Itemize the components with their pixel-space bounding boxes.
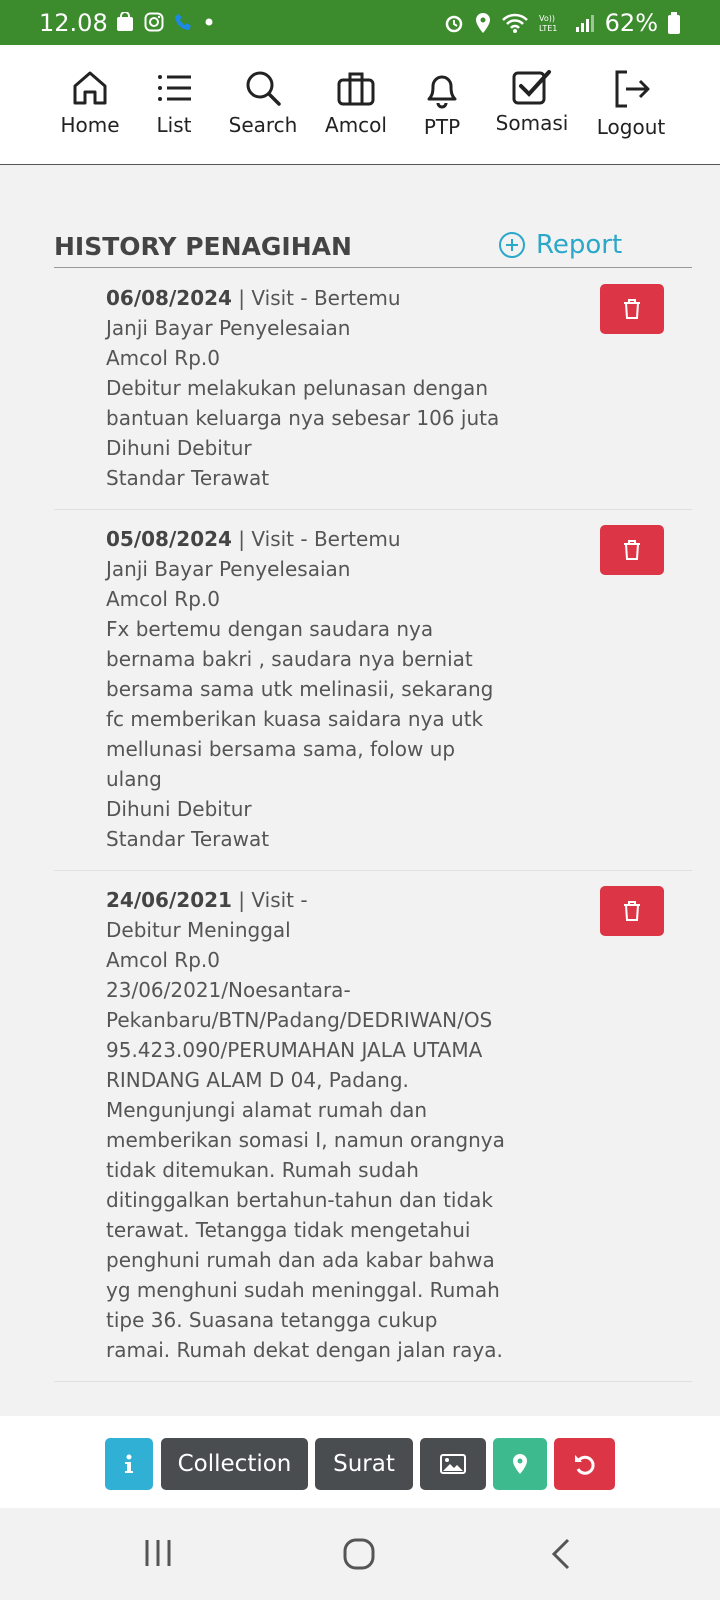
undo-button[interactable] — [554, 1438, 615, 1490]
nav-list-label: List — [156, 113, 192, 137]
report-button[interactable] — [498, 230, 622, 260]
history-list — [54, 269, 692, 1382]
record-line: Standar Terawat — [106, 466, 270, 490]
record-line: Janji Bayar Penyelesaian — [106, 316, 351, 340]
trash-icon — [623, 298, 641, 320]
map-marker-icon — [512, 1453, 528, 1475]
nav-list[interactable] — [129, 69, 219, 137]
record-line: Dihuni Debitur — [106, 436, 252, 460]
image-icon — [440, 1454, 466, 1474]
nav-ptp[interactable] — [397, 69, 487, 139]
nav-somasi-label: Somasi — [495, 111, 569, 135]
record-date: 24/06/2021 — [106, 888, 232, 912]
shopping-bag-icon — [116, 12, 134, 32]
home-nav-button[interactable] — [343, 1538, 375, 1574]
nav-search[interactable] — [218, 69, 308, 137]
status-bar — [0, 0, 720, 45]
nav-home[interactable] — [45, 69, 135, 137]
battery-icon — [668, 12, 680, 34]
record-line: Standar Terawat — [106, 827, 270, 851]
recent-apps-button[interactable] — [144, 1538, 174, 1572]
gallery-button[interactable] — [420, 1438, 486, 1490]
nav-search-label: Search — [228, 113, 298, 137]
nav-logout[interactable] — [586, 69, 676, 139]
record-type: | Visit - — [231, 888, 308, 912]
bottom-action-bar — [0, 1416, 720, 1508]
record-line: Amcol Rp.0 — [106, 346, 220, 370]
nav-amcol[interactable] — [311, 69, 401, 137]
record-date: 05/08/2024 — [106, 527, 232, 551]
home-icon — [71, 69, 109, 107]
history-title: HISTORY PENAGIHAN — [54, 232, 352, 261]
nav-ptp-label: PTP — [423, 115, 461, 139]
battery-percent: 62% — [604, 9, 658, 37]
record-line: Fx bertemu dengan saudara nya bernama bakri , saudara nya berniat bersama sama utk melinasii, sekarang fc memberikan kuasa saidara nya utk mellunasi bersama sama, folow up ulang — [106, 617, 494, 791]
svg-text:Vo)): Vo)) — [538, 14, 555, 23]
record-type: | Visit - Bertemu — [231, 527, 401, 551]
home-circle-icon — [343, 1538, 375, 1570]
delete-button[interactable] — [600, 886, 664, 936]
undo-icon — [573, 1452, 597, 1476]
alarm-icon — [443, 12, 465, 34]
system-navigation — [0, 1508, 720, 1600]
record-date: 06/08/2024 — [106, 286, 232, 310]
record-body — [106, 524, 506, 854]
record-line: Dihuni Debitur — [106, 797, 252, 821]
collection-button[interactable]: Collection — [161, 1438, 308, 1490]
top-navbar — [0, 45, 720, 165]
svg-text:LTE1: LTE1 — [538, 24, 558, 33]
status-time: 12.08 — [39, 9, 108, 37]
record-line: Debitur melakukan pelunasan dengan bantuan keluarga nya sebesar 106 juta — [106, 376, 500, 430]
search-icon — [244, 69, 282, 107]
wifi-icon — [501, 12, 529, 34]
record-line: 23/06/2021/Noesantara-Pekanbaru/BTN/Padang/DEDRIWAN/OS 95.423.090/PERUMAHAN JALA UTAMA RINDANG ALAM D 04, Padang. Mengunjungi alamat rumah dan memberikan somasi I, namun orangnya tidak ditemukan. Rumah sudah ditinggalkan bertahun-tahun dan tidak terawat. Tetangga tidak mengetahui penghuni rumah dan ada kabar bahwa yg menghuni sudah meninggal. Rumah tipe 36. Suasana tetangga cukup ramai. Rumah dekat dengan jalan raya. — [106, 978, 505, 1362]
history-record — [54, 510, 692, 871]
delete-button[interactable] — [600, 284, 664, 334]
trash-icon — [623, 900, 641, 922]
signal-icon — [575, 13, 595, 33]
history-header — [54, 228, 692, 268]
back-icon — [551, 1538, 571, 1570]
record-line: Amcol Rp.0 — [106, 948, 220, 972]
list-icon — [155, 69, 193, 107]
record-line: Janji Bayar Penyelesaian — [106, 557, 351, 581]
bell-icon — [423, 69, 461, 109]
surat-button[interactable]: Surat — [315, 1438, 413, 1490]
location-icon — [475, 12, 491, 34]
recent-apps-icon — [144, 1538, 174, 1568]
nav-amcol-label: Amcol — [325, 113, 387, 137]
phone-call-icon — [174, 12, 194, 32]
record-type: | Visit - Bertemu — [231, 286, 401, 310]
history-record — [54, 269, 692, 510]
history-record — [54, 871, 692, 1382]
record-line: Amcol Rp.0 — [106, 587, 220, 611]
back-button[interactable] — [551, 1538, 571, 1574]
logout-icon — [612, 69, 650, 109]
record-body — [106, 283, 506, 493]
system-status — [443, 9, 680, 37]
record-line: Debitur Meninggal — [106, 918, 291, 942]
notification-icons — [116, 12, 214, 32]
dot-icon — [204, 17, 214, 27]
nav-home-label: Home — [60, 113, 120, 137]
nav-somasi[interactable] — [487, 69, 577, 135]
record-body — [106, 885, 506, 1365]
info-button[interactable] — [105, 1438, 153, 1490]
briefcase-icon — [337, 69, 375, 107]
location-button[interactable] — [493, 1438, 547, 1490]
delete-button[interactable] — [600, 525, 664, 575]
checkbox-icon — [512, 69, 552, 105]
plus-circle-icon — [498, 231, 526, 259]
nav-logout-label: Logout — [596, 115, 666, 139]
trash-icon — [623, 539, 641, 561]
report-label: Report — [536, 230, 623, 260]
volte-icon — [539, 12, 565, 34]
main-content[interactable] — [0, 166, 720, 1416]
info-icon — [123, 1454, 135, 1474]
instagram-icon — [144, 12, 164, 32]
